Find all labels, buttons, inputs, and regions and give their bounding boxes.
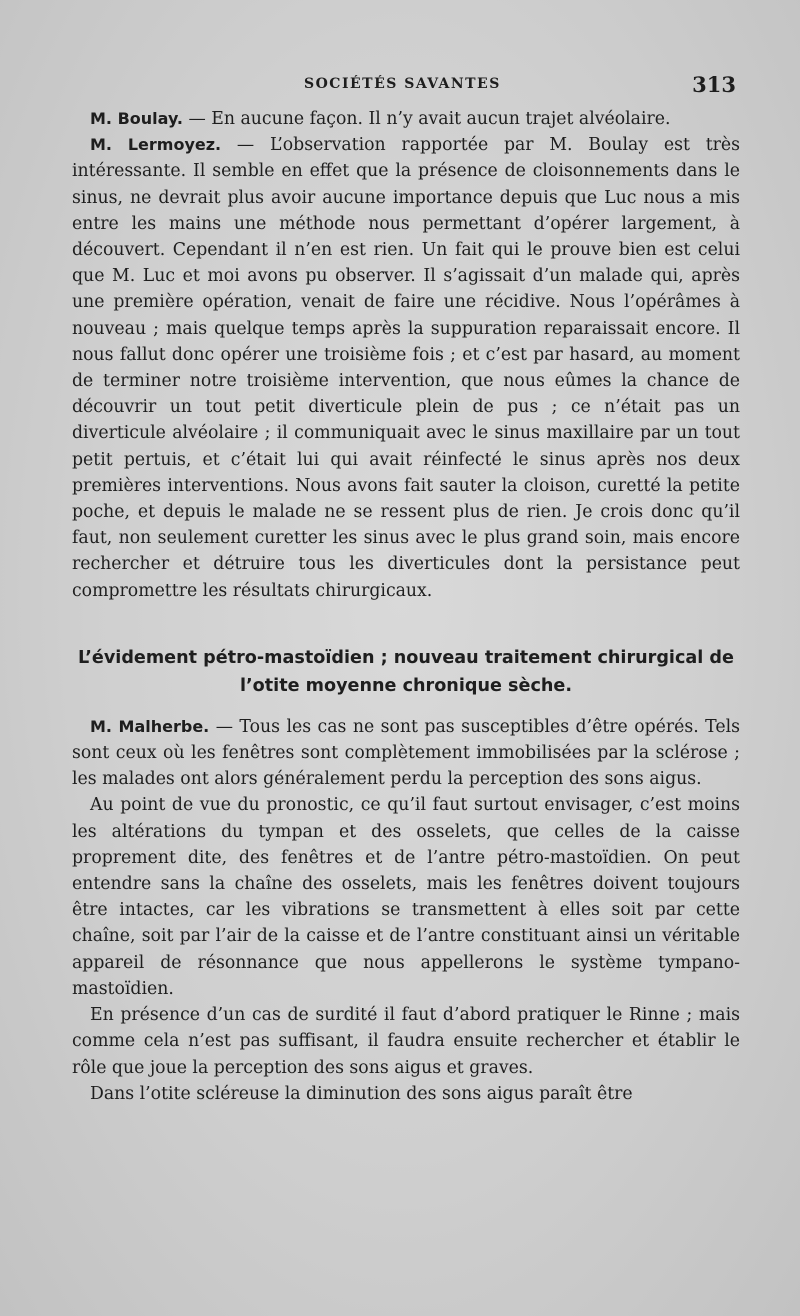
- paragraph-text: En présence d’un cas de surdité il faut d’abord pratiquer le Rinne ; mais comme cela n’est pas suffisant, il faudra ensuite rechercher et établir le rôle que joue la perception des sons aigus et graves.: [72, 1005, 740, 1078]
- paragraph-lermoyez: [72, 132, 740, 604]
- body-text: [72, 106, 740, 1107]
- paragraph-boulay: [72, 106, 740, 132]
- speaker-name: M. Lermoyez.: [90, 135, 222, 155]
- speaker-name: M. Boulay.: [90, 109, 183, 128]
- paragraph-malherbe: [72, 714, 740, 793]
- page-header: [72, 72, 740, 102]
- paragraph-text: Au point de vue du pronostic, ce qu’il faut surtout envisager, c’est moins les altérations du tympan et des osselets, que celles de la caisse proprement dite, des fenêtres et de l’antre pétro-mastoïdien. On peut entendre sans la chaîne des osselets, mais les fenêtres doivent toujours être intactes, car les vibrations se transmettent à elles soit par cette chaîne, soit par l’air de la caisse et de l’antre constituant ainsi un véritable appareil de résonnance que nous appellerons le système tympano-mastoïdien.: [72, 795, 740, 999]
- paragraph-text: — L’observation rapportée par M. Boulay est très intéressante. Il semble en effet que la présence de cloisonnements dans le sinus, ne devrait plus avoir aucune importance depuis que Luc nous a mis entre les mains une méthode nous permettant d’opérer largement, à découvert. Cependant il n’en est rien. Un fait qui le prouve bien est celui que M. Luc et moi avons pu observer. Il s’agissait d’un malade qui, après une première opération, venait de faire une récidive. Nous l’opérâmes à nouveau ; mais quelque temps après la suppuration reparaissait encore. Il nous fallut donc opérer une troisième fois ; et c’est par hasard, au moment de terminer notre troisième intervention, que nous eûmes la chance de découvrir un tout petit diverticule plein de pus ; ce n’était pas un diverticule alvéolaire ; il communiquait avec le sinus maxillaire par un tout petit pertuis, et c’était lui qui avait réinfecté le sinus après nos deux premières interventions. Nous avons fait sauter la cloison, curetté la petite poche, et depuis le malade ne se ressent plus de rien. Je crois donc qu’il faut, non seulement curetter les sinus avec le plus grand soin, mais encore rechercher et détruire tous les diverticules dont la persistance peut compromettre les résultats chirurgicaux.: [72, 135, 740, 601]
- paragraph-text: — En aucune façon. Il n’y avait aucun trajet alvéolaire.: [182, 109, 671, 129]
- speaker-name: M. Malherbe.: [90, 716, 210, 736]
- section-title: L’évidement pétro-mastoïdien ; nouveau traitement chirurgical de l’otite moyenne chronique sèche.: [78, 647, 734, 696]
- paragraph-pronostic: [72, 792, 740, 1002]
- paragraph-text: — Tous les cas ne sont pas susceptibles d’être opérés. Tels sont ceux où les fenêtres sont complètement immobilisées par la sclérose ; les malades ont alors généralement perdu la perception des sons aigus.: [72, 716, 740, 790]
- page-number: 313: [692, 72, 736, 97]
- paragraph-otite-scleruse: [72, 1081, 740, 1107]
- paragraph-text: Dans l’otite scléreuse la diminution des sons aigus paraît être: [90, 1083, 633, 1104]
- running-head: SOCIÉTÉS SAVANTES: [304, 76, 501, 92]
- paragraph-rinne: [72, 1002, 740, 1081]
